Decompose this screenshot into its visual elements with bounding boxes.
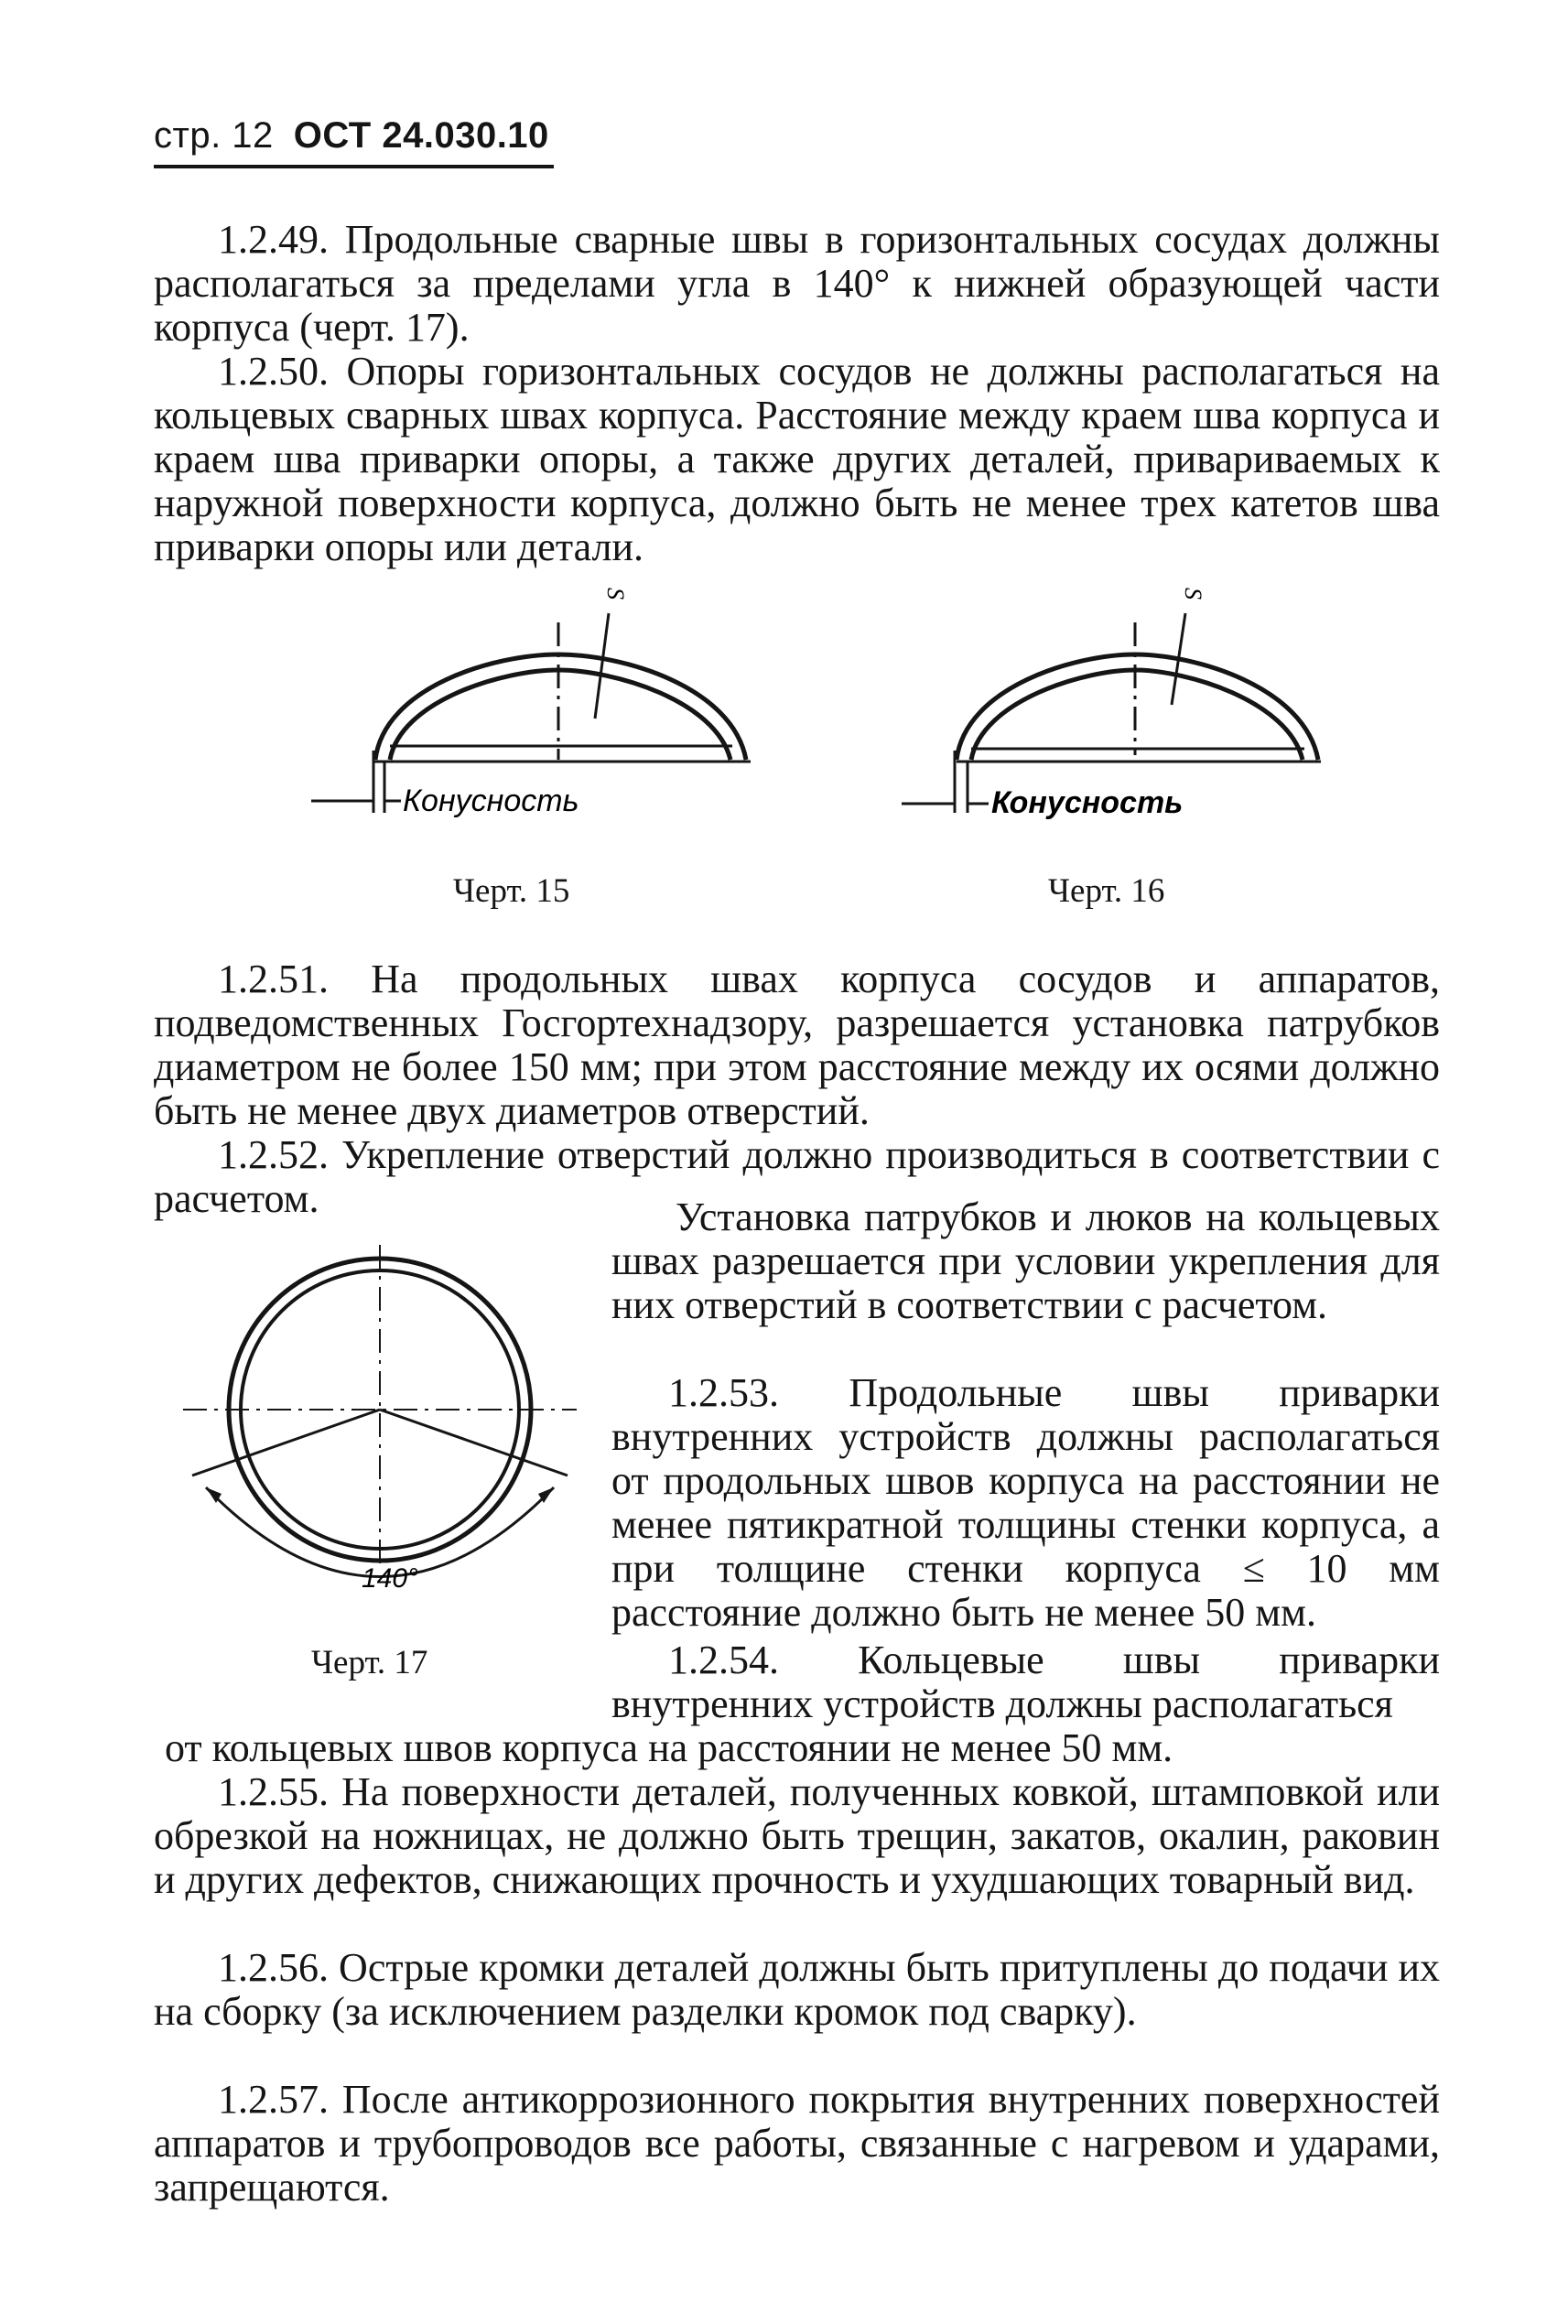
- paragraph-1-2-54: 1.2.54. Кольцевые швы приварки внутренних устройств должны располагаться: [611, 1638, 1440, 1726]
- caption-17: Черт. 17: [311, 1644, 428, 1681]
- figure-15: [293, 567, 806, 842]
- angle-label: 140°: [362, 1563, 419, 1594]
- taper-label-16: Конусность: [991, 785, 1184, 820]
- page-number: стр. 12: [154, 115, 274, 156]
- thickness-label-16: S: [1180, 588, 1206, 600]
- caption-15: Черт. 15: [453, 872, 570, 910]
- paragraph-1-2-52: 1.2.52. Укрепление отверстий должно производиться в соответствии с расчетом.: [154, 1132, 1440, 1221]
- paragraph-1-2-52-cont: Установка патрубков и люков на кольцевых швах разрешается при условии укрепления для них отверстий в соответствии с расчетом.: [611, 1194, 1440, 1327]
- paragraph-1-2-57: 1.2.57. После антикоррозионного покрытия внутренних поверхностей аппаратов и трубопроводов все работы, связанные с нагревом и ударами, запрещаются.: [154, 2077, 1440, 2210]
- paragraph-1-2-55: 1.2.55. На поверхности деталей, полученных ковкой, штамповкой или обрезкой на ножницах, не должно быть трещин, закатов, окалин, раковин и других дефектов, снижающих прочность и ухудшающих товарный вид.: [154, 1769, 1440, 1902]
- paragraph-1-2-51: 1.2.51. На продольных швах корпуса сосудов и аппаратов, подведомственных Госгортехнадзору, разрешается установка патрубков диаметром не более 150 мм; при этом расстояние между их осями должно быть не менее двух диаметров отверстий.: [154, 957, 1440, 1133]
- paragraph-1-2-53: 1.2.53. Продольные швы приварки внутренних устройств должны располагаться от продольных швов корпуса на расстоянии не менее пятикратной толщины стенки корпуса, а при толщине стенки корпуса ≤ 10 мм расстояние должно быть не менее 50 мм.: [611, 1370, 1440, 1635]
- figure-17: [165, 1236, 595, 1638]
- paragraph-1-2-56: 1.2.56. Острые кромки деталей должны быть притуплены до подачи их на сборку (за исключением разделки кромок под сварку).: [154, 1945, 1440, 2034]
- thickness-label-15: S: [602, 588, 629, 600]
- caption-16: Черт. 16: [1048, 872, 1165, 910]
- figure-16: [902, 567, 1414, 842]
- paragraph-1-2-54-cont: от кольцевых швов корпуса на расстоянии не менее 50 мм.: [165, 1725, 1173, 1770]
- standard-code: ОСТ 24.030.10: [293, 115, 549, 156]
- page-header: [154, 115, 549, 157]
- paragraph-1-2-49: 1.2.49. Продольные сварные швы в горизонтальных сосудах должны располагаться за пределами угла в 140° к нижней образующей части корпуса (черт. 17).: [154, 217, 1440, 350]
- taper-label-15: Конусность: [403, 784, 579, 818]
- header-rule: [154, 165, 554, 168]
- paragraph-1-2-50: 1.2.50. Опоры горизонтальных сосудов не должны располагаться на кольцевых сварных швах корпуса. Расстояние между краем шва корпуса и краем шва приварки опоры, а также других деталей, привариваемых к наружной поверхности корпуса, должно быть не менее трех катетов шва приварки опоры или детали.: [154, 349, 1440, 569]
